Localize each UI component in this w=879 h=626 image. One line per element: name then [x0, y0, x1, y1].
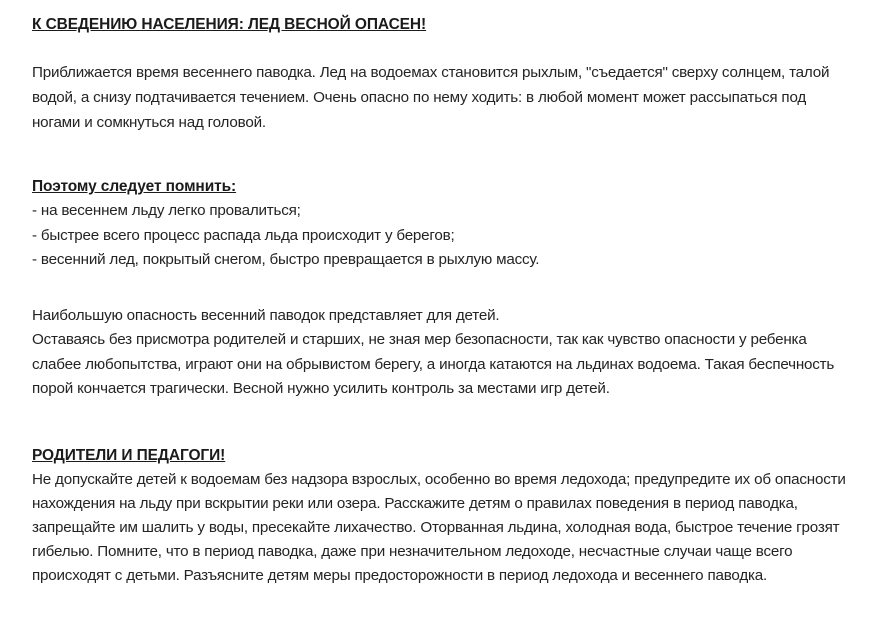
list-item: - на весеннем льду легко провалиться;: [32, 202, 301, 219]
children-paragraph-lead: Наибольшую опасность весенний паводок представляет для детей.: [32, 306, 500, 324]
remember-list: [32, 199, 851, 273]
children-paragraph-body: Оставаясь без присмотра родителей и старших, не зная мер безопасности, так как чувство опасности у ребенка слабее любопытства, играют они на обрывистом берегу, а иногда катаются на льдинах водоема. Такая беспечность порой кончается трагически. Весной нужно усилить контроль за местами игр детей.: [32, 331, 835, 397]
list-item: - весенний лед, покрытый снегом, быстро превращается в рыхлую массу.: [32, 251, 540, 268]
intro-paragraph: Приближается время весеннего паводка. Лед на водоемах становится рыхлым, "съедается" сверху солнцем, талой водой, а снизу подтачивается течением. Очень опасно по нему ходить: в любой момент может рассыпаться под ногами и сомкнуться над головой.: [32, 64, 830, 131]
remember-section-heading: Поэтому следует помнить:: [32, 178, 237, 195]
parents-section-heading: РОДИТЕЛИ И ПЕДАГОГИ!: [32, 446, 226, 464]
parents-paragraph: Не допускайте детей к водоемам без надзора взрослых, особенно во время ледохода; предупредите их об опасности нахождения на льду при вскрытии реки или озера. Расскажите детям о правилах поведения в период паводка, запрещайте им шалить у воды, пресекайте лихачество. Оторванная льдина, холодная вода, быстрое течение грозят гибелью. Помните, что в период паводка, даже при незначительном ледоходе, несчастные случаи чаще всего происходят с детьми. Разъясните детям меры предосторожности в период ледохода и весеннего паводка.: [32, 470, 846, 584]
document-title: К СВЕДЕНИЮ НАСЕЛЕНИЯ: ЛЕД ВЕСНОЙ ОПАСЕН!: [32, 16, 427, 33]
list-item: - быстрее всего процесс распада льда происходит у берегов;: [32, 226, 455, 244]
children-paragraph: [32, 304, 851, 402]
